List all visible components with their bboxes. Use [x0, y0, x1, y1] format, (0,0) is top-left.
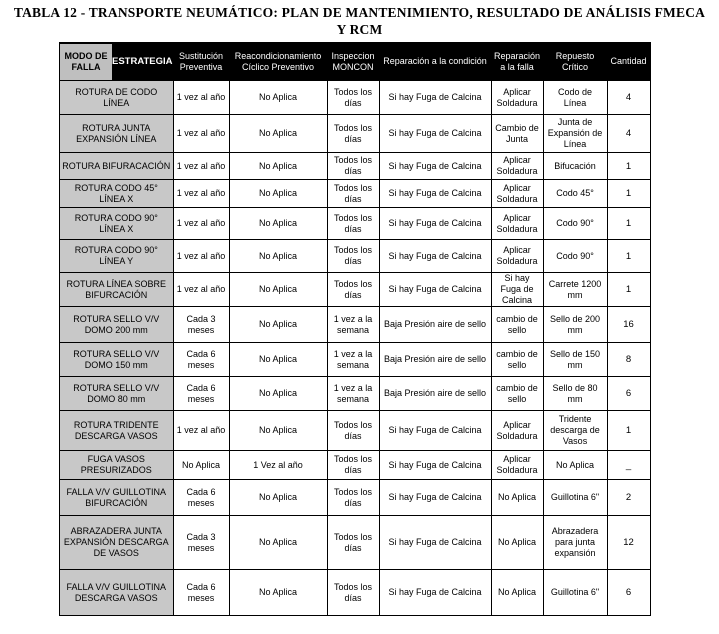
- cell-inspeccion: Todos los días: [327, 240, 379, 273]
- cell-sustitucion: 1 vez al año: [173, 180, 229, 208]
- cell-sustitucion: 1 vez al año: [173, 153, 229, 180]
- cell-modo-falla: ROTURA SELLO V/V DOMO 200 mm: [60, 307, 174, 343]
- cell-reparacion-condicion: Si hay Fuga de Calcina: [379, 240, 491, 273]
- cell-inspeccion: Todos los días: [327, 153, 379, 180]
- cell-repuesto: No Aplica: [543, 451, 607, 480]
- table-row: [60, 377, 651, 411]
- cell-inspeccion: Todos los días: [327, 180, 379, 208]
- cell-reparacion-falla: No Aplica: [491, 480, 543, 516]
- cell-sustitucion: Cada 6 meses: [173, 343, 229, 377]
- cell-reparacion-falla: Aplicar Soldadura: [491, 81, 543, 115]
- cell-modo-falla: ROTURA TRIDENTE DESCARGA VASOS: [60, 411, 174, 451]
- cell-reacondicionamiento: No Aplica: [229, 516, 327, 570]
- table-body: [60, 81, 651, 616]
- cell-sustitucion: 1 vez al año: [173, 81, 229, 115]
- cell-reparacion-condicion: Baja Presión aire de sello: [379, 343, 491, 377]
- cell-repuesto: Codo de Línea: [543, 81, 607, 115]
- cell-sustitucion: Cada 3 meses: [173, 516, 229, 570]
- cell-reparacion-falla: Cambio de Junta: [491, 115, 543, 153]
- cell-reparacion-falla: Si hay Fuga de Calcina: [491, 273, 543, 307]
- cell-reparacion-falla: No Aplica: [491, 516, 543, 570]
- cell-reparacion-condicion: Si hay Fuga de Calcina: [379, 81, 491, 115]
- cell-reacondicionamiento: No Aplica: [229, 208, 327, 240]
- cell-modo-falla: ABRAZADERA JUNTA EXPANSIÓN DESCARGA DE VASOS: [60, 516, 174, 570]
- cell-repuesto: Tridente descarga de Vasos: [543, 411, 607, 451]
- table-row: [60, 153, 651, 180]
- table-row: [60, 343, 651, 377]
- cell-modo-falla: ROTURA CODO 45° LÍNEA X: [60, 180, 174, 208]
- cell-sustitucion: No Aplica: [173, 451, 229, 480]
- table-row: [60, 411, 651, 451]
- cell-inspeccion: Todos los días: [327, 451, 379, 480]
- cell-reparacion-condicion: Si hay Fuga de Calcina: [379, 411, 491, 451]
- cell-reparacion-condicion: Si hay Fuga de Calcina: [379, 273, 491, 307]
- cell-cantidad: 2: [607, 480, 650, 516]
- cell-inspeccion: 1 vez a la semana: [327, 377, 379, 411]
- cell-reparacion-falla: cambio de sello: [491, 377, 543, 411]
- cell-repuesto: Abrazadera para junta expansión: [543, 516, 607, 570]
- cell-modo-falla: ROTURA CODO 90° LÍNEA Y: [60, 240, 174, 273]
- cell-reparacion-falla: Aplicar Soldadura: [491, 153, 543, 180]
- cell-repuesto: Sello de 150 mm: [543, 343, 607, 377]
- cell-inspeccion: Todos los días: [327, 115, 379, 153]
- cell-modo-falla: ROTURA JUNTA EXPANSIÓN LÍNEA: [60, 115, 174, 153]
- cell-reacondicionamiento: No Aplica: [229, 180, 327, 208]
- cell-reparacion-condicion: Baja Presión aire de sello: [379, 307, 491, 343]
- cell-reparacion-falla: Aplicar Soldadura: [491, 411, 543, 451]
- cell-inspeccion: Todos los días: [327, 516, 379, 570]
- cell-sustitucion: Cada 3 meses: [173, 307, 229, 343]
- cell-reacondicionamiento: No Aplica: [229, 153, 327, 180]
- table-row: [60, 81, 651, 115]
- cell-cantidad: 6: [607, 570, 650, 616]
- header-modo-falla: MODO DE FALLA: [60, 44, 112, 80]
- cell-reparacion-falla: Aplicar Soldadura: [491, 208, 543, 240]
- cell-inspeccion: 1 vez a la semana: [327, 343, 379, 377]
- cell-sustitucion: Cada 6 meses: [173, 480, 229, 516]
- cell-sustitucion: 1 vez al año: [173, 240, 229, 273]
- cell-cantidad: 4: [607, 81, 650, 115]
- cell-modo-falla: ROTURA LÍNEA SOBRE BIFURCACIÓN: [60, 273, 174, 307]
- cell-cantidad: 4: [607, 115, 650, 153]
- cell-reacondicionamiento: No Aplica: [229, 480, 327, 516]
- cell-reacondicionamiento: No Aplica: [229, 343, 327, 377]
- cell-reparacion-condicion: Si hay Fuga de Calcina: [379, 208, 491, 240]
- cell-modo-falla: ROTURA CODO 90° LÍNEA X: [60, 208, 174, 240]
- cell-repuesto: Codo 90°: [543, 240, 607, 273]
- cell-cantidad: 6: [607, 377, 650, 411]
- cell-repuesto: Codo 90°: [543, 208, 607, 240]
- table-row: [60, 516, 651, 570]
- cell-sustitucion: 1 vez al año: [173, 208, 229, 240]
- cell-reparacion-condicion: Si hay Fuga de Calcina: [379, 451, 491, 480]
- cell-reacondicionamiento: No Aplica: [229, 307, 327, 343]
- cell-reacondicionamiento: No Aplica: [229, 115, 327, 153]
- header-inspeccion: Inspeccion MONCON: [327, 43, 379, 81]
- cell-cantidad: 1: [607, 240, 650, 273]
- cell-repuesto: Junta de Expansión de Línea: [543, 115, 607, 153]
- cell-repuesto: Guillotina 6": [543, 480, 607, 516]
- cell-reparacion-falla: Aplicar Soldadura: [491, 240, 543, 273]
- cell-reacondicionamiento: No Aplica: [229, 377, 327, 411]
- cell-reparacion-condicion: Si hay Fuga de Calcina: [379, 570, 491, 616]
- cell-inspeccion: Todos los días: [327, 570, 379, 616]
- cell-repuesto: Sello de 80 mm: [543, 377, 607, 411]
- cell-reparacion-condicion: Si hay Fuga de Calcina: [379, 153, 491, 180]
- cell-reacondicionamiento: No Aplica: [229, 411, 327, 451]
- table-row: [60, 115, 651, 153]
- cell-sustitucion: Cada 6 meses: [173, 570, 229, 616]
- cell-inspeccion: Todos los días: [327, 81, 379, 115]
- cell-cantidad: 8: [607, 343, 650, 377]
- cell-reacondicionamiento: No Aplica: [229, 81, 327, 115]
- cell-cantidad: 1: [607, 180, 650, 208]
- cell-cantidad: 1: [607, 273, 650, 307]
- header-repuesto: Repuesto Crítico: [543, 43, 607, 81]
- cell-reparacion-condicion: Si hay Fuga de Calcina: [379, 516, 491, 570]
- cell-sustitucion: Cada 6 meses: [173, 377, 229, 411]
- cell-modo-falla: ROTURA SELLO V/V DOMO 150 mm: [60, 343, 174, 377]
- cell-cantidad: 12: [607, 516, 650, 570]
- table-row: [60, 307, 651, 343]
- cell-inspeccion: Todos los días: [327, 208, 379, 240]
- cell-reparacion-falla: No Aplica: [491, 570, 543, 616]
- table-row: [60, 480, 651, 516]
- table-row: [60, 570, 651, 616]
- cell-reparacion-condicion: Si hay Fuga de Calcina: [379, 480, 491, 516]
- cell-modo-falla: ROTURA BIFURACACIÓN: [60, 153, 174, 180]
- cell-modo-falla: ROTURA SELLO V/V DOMO 80 mm: [60, 377, 174, 411]
- cell-inspeccion: Todos los días: [327, 411, 379, 451]
- cell-cantidad: 1: [607, 208, 650, 240]
- table-row: [60, 451, 651, 480]
- cell-reacondicionamiento: No Aplica: [229, 570, 327, 616]
- cell-sustitucion: 1 vez al año: [173, 273, 229, 307]
- table-row: [60, 273, 651, 307]
- cell-inspeccion: Todos los días: [327, 480, 379, 516]
- cell-repuesto: Sello de 200 mm: [543, 307, 607, 343]
- cell-cantidad: 1: [607, 411, 650, 451]
- cell-reparacion-falla: Aplicar Soldadura: [491, 180, 543, 208]
- header-cantidad: Cantidad: [607, 43, 650, 81]
- cell-reacondicionamiento: No Aplica: [229, 240, 327, 273]
- header-estrategia: ESTRATEGIA: [112, 44, 173, 80]
- cell-repuesto: Codo 45°: [543, 180, 607, 208]
- header-reparacion-condicion: Reparación a la condición: [379, 43, 491, 81]
- cell-modo-falla: FALLA V/V GUILLOTINA DESCARGA VASOS: [60, 570, 174, 616]
- cell-reacondicionamiento: 1 Vez al año: [229, 451, 327, 480]
- cell-reparacion-falla: cambio de sello: [491, 343, 543, 377]
- cell-reparacion-falla: cambio de sello: [491, 307, 543, 343]
- cell-reparacion-condicion: Baja Presión aire de sello: [379, 377, 491, 411]
- cell-inspeccion: 1 vez a la semana: [327, 307, 379, 343]
- header-reparacion-falla: Reparación a la falla: [491, 43, 543, 81]
- cell-modo-falla: FALLA V/V GUILLOTINA BIFURCACIÓN: [60, 480, 174, 516]
- header-row: [60, 43, 651, 81]
- cell-reparacion-falla: Aplicar Soldadura: [491, 451, 543, 480]
- table-row: [60, 208, 651, 240]
- cell-modo-falla: FUGA VASOS PRESURIZADOS: [60, 451, 174, 480]
- cell-cantidad: 1: [607, 153, 650, 180]
- header-sustitucion: Sustitución Preventiva: [173, 43, 229, 81]
- cell-cantidad: 16: [607, 307, 650, 343]
- cell-reacondicionamiento: No Aplica: [229, 273, 327, 307]
- cell-reparacion-condicion: Si hay Fuga de Calcina: [379, 115, 491, 153]
- table-row: [60, 240, 651, 273]
- cell-repuesto: Guillotina 6": [543, 570, 607, 616]
- cell-repuesto: Bifucación: [543, 153, 607, 180]
- header-reacondicionamiento: Reacondicionamiento Cíclico Preventivo: [229, 43, 327, 81]
- cell-cantidad: _: [607, 451, 650, 480]
- cell-repuesto: Carrete 1200 mm: [543, 273, 607, 307]
- table-row: [60, 180, 651, 208]
- cell-modo-falla: ROTURA DE CODO LÍNEA: [60, 81, 174, 115]
- cell-inspeccion: Todos los días: [327, 273, 379, 307]
- cell-sustitucion: 1 vez al año: [173, 115, 229, 153]
- maintenance-plan-table: [59, 42, 651, 616]
- cell-reparacion-condicion: Si hay Fuga de Calcina: [379, 180, 491, 208]
- header-modo-estrategia: [60, 43, 174, 81]
- cell-sustitucion: 1 vez al año: [173, 411, 229, 451]
- table-title: TABLA 12 - TRANSPORTE NEUMÁTICO: PLAN DE MANTENIMIENTO, RESULTADO DE ANÁLISIS FMECA Y RCM: [13, 5, 706, 37]
